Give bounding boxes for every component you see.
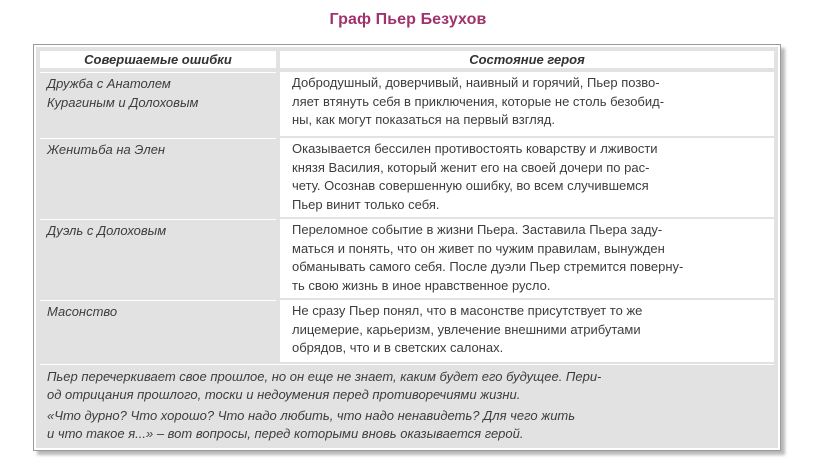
summary-block [40, 364, 774, 444]
mistake-line: Курагиным и Долоховым [47, 94, 199, 110]
state-line: Оказывается бессилен противостоять коварству и лживости [292, 141, 658, 156]
header-mistakes: Совершаемые ошибки [40, 51, 276, 68]
quote-paragraph [47, 407, 766, 442]
state-line: чету. Осознав совершенную ошибку, во всем случившемся [292, 178, 649, 194]
mistake-line: Дуэль с Долоховым [47, 223, 167, 238]
mistake-line: Женитьба на Элен [47, 142, 166, 157]
state-line: обманывать самого себя. После дуэли Пьер стремится поверну- [292, 259, 684, 275]
state-line: Пьер винит только себя. [292, 197, 440, 213]
state-line: лицемерие, карьеризм, увлечение внешними атрибутами [292, 321, 641, 337]
state-line: Не сразу Пьер понял, что в масонстве присутствует то же [292, 303, 643, 318]
state-line: Добродушный, доверчивый, наивный и горячий, Пьер позво- [292, 75, 660, 90]
summary-paragraph [47, 368, 766, 403]
mistake-cell [40, 72, 276, 136]
state-line: князя Василия, который женит его на своей дочери по рас- [292, 159, 650, 175]
state-line: обрядов, что и в светских салонах. [292, 340, 504, 356]
mistake-line: Дружба с Анатолем [47, 76, 171, 91]
state-cell [280, 138, 774, 217]
state-line: ть свою жизнь в иное нравственное русло. [292, 278, 551, 294]
state-line: маться и понять, что он живет по чужим правилам, вынужден [292, 240, 665, 256]
quote-line: и что такое я...» – вот вопросы, перед которыми вновь оказывается герой. [47, 425, 524, 441]
header-state: Состояние героя [280, 51, 774, 68]
table-body [36, 47, 778, 448]
state-line: ны, как могут показаться на первый взгляд. [292, 112, 555, 128]
mistake-cell [40, 138, 276, 217]
state-cell [280, 300, 774, 362]
mistake-cell [40, 300, 276, 362]
mistake-cell [40, 219, 276, 298]
summary-line: од отрицания прошлого, тоски и недоумения перед противоречиями жизни. [47, 386, 521, 402]
state-cell [280, 219, 774, 298]
table-frame [33, 44, 781, 451]
summary-line: Пьер перечеркивает свое прошлое, но он еще не знает, каким будет его будущее. Пери- [47, 369, 602, 384]
quote-line: «Что дурно? Что хорошо? Что надо любить, что надо ненавидеть? Для чего жить [47, 408, 576, 423]
mistake-line: Масонство [47, 304, 118, 319]
state-cell [280, 72, 774, 136]
state-line: ляет втянуть себя в приключения, которые не столь безобид- [292, 93, 665, 109]
state-line: Переломное событие в жизни Пьера. Заставила Пьера заду- [292, 222, 663, 237]
page-title: Граф Пьер Безухов [329, 11, 487, 28]
